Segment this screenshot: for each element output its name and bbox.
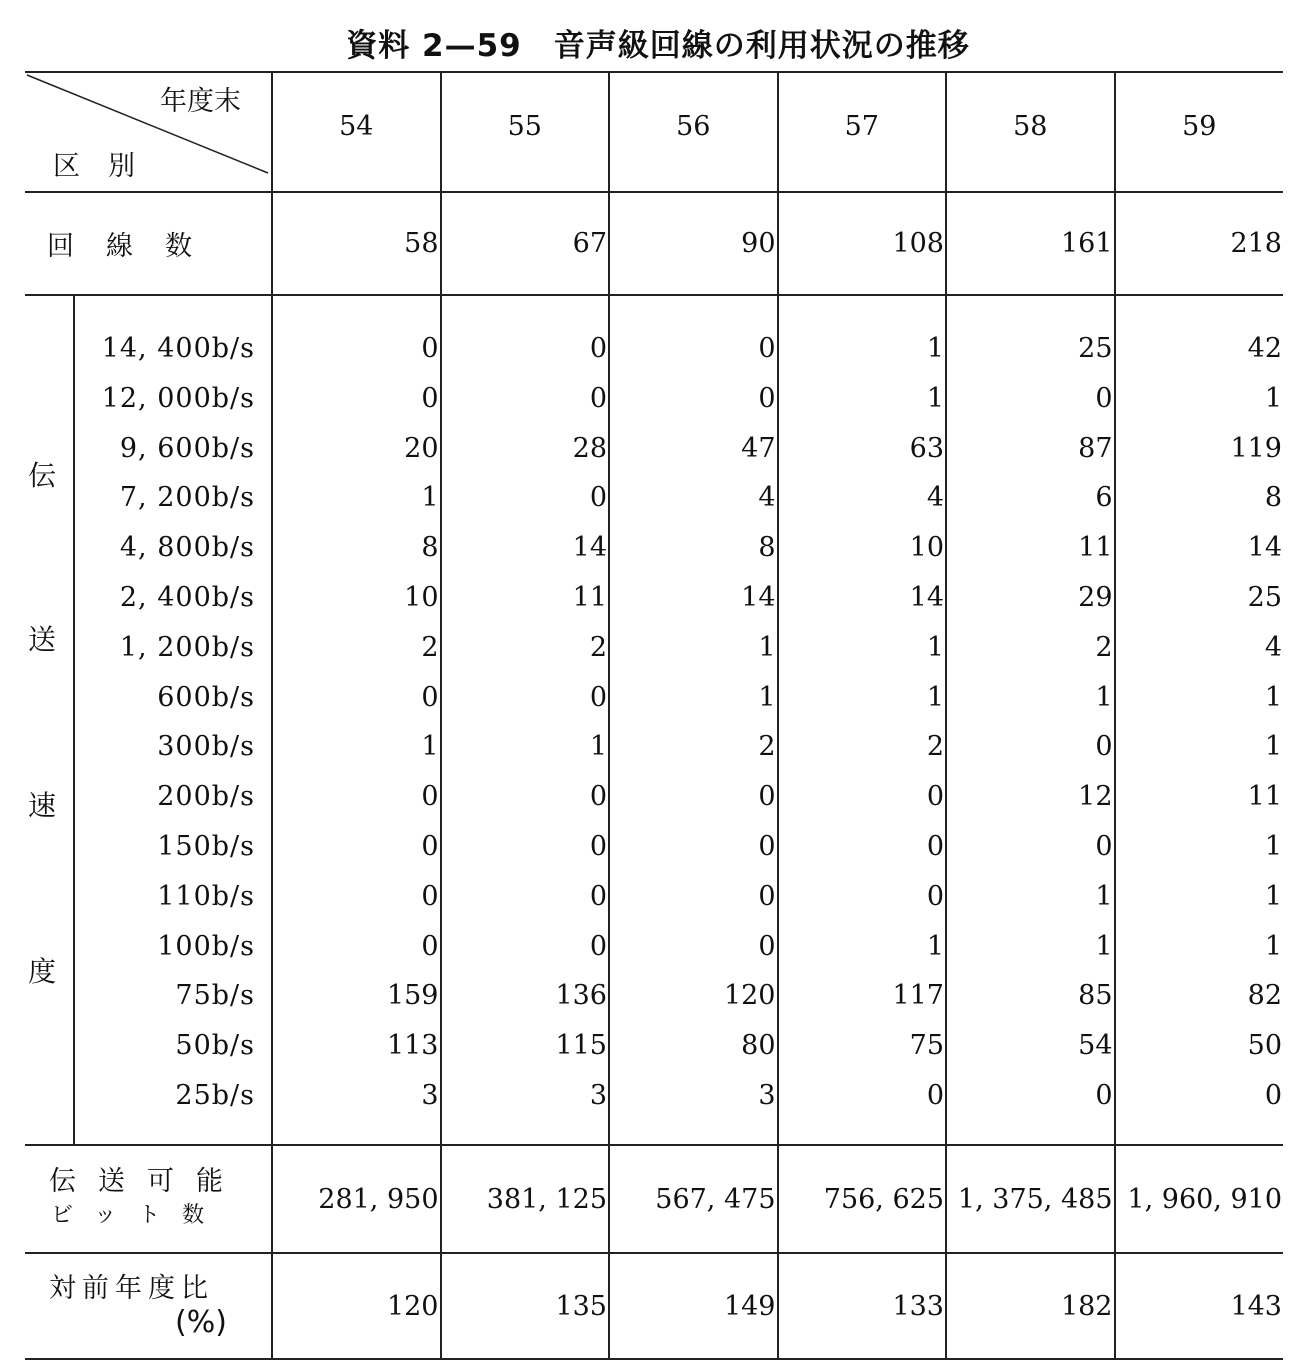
speed-value: 63 — [909, 432, 944, 464]
speed-value: 1 — [421, 482, 439, 514]
speed-value: 42 — [1247, 333, 1282, 364]
year-header: 56 — [609, 72, 778, 192]
speed-value: 1 — [926, 333, 944, 364]
speed-value: 14 — [572, 532, 607, 564]
speed-value: 0 — [926, 1079, 944, 1111]
capacity-value: 1, 960, 910 — [1115, 1145, 1284, 1253]
ratio-value: 149 — [609, 1253, 778, 1359]
speed-value: 0 — [421, 830, 439, 862]
speed-value: 0 — [758, 830, 776, 862]
speed-label: 110b/s — [157, 880, 255, 912]
speed-value: 113 — [386, 1030, 439, 1062]
speed-group-char: 伝 — [27, 459, 56, 492]
speed-value: 0 — [758, 880, 776, 912]
circuits-value: 161 — [946, 192, 1115, 295]
speed-value: 1 — [926, 382, 944, 414]
year-header: 54 — [272, 72, 441, 192]
capacity-value: 567, 475 — [609, 1145, 778, 1253]
capacity-value: 281, 950 — [272, 1145, 441, 1253]
speed-value: 11 — [572, 581, 607, 613]
speed-value: 1 — [1095, 930, 1113, 962]
speed-label: 2, 400b/s — [119, 581, 255, 613]
speed-value: 8 — [1264, 482, 1282, 514]
speed-value: 159 — [386, 980, 439, 1012]
circuit-usage-table — [25, 71, 1283, 1360]
speed-value: 1 — [1264, 880, 1282, 912]
speed-value: 1 — [1264, 830, 1282, 862]
speed-value: 0 — [589, 830, 607, 862]
capacity-value: 381, 125 — [441, 1145, 610, 1253]
speed-group-label — [25, 296, 75, 1144]
speed-value: 1 — [926, 631, 944, 663]
speed-value: 11 — [1078, 532, 1113, 564]
year-header: 55 — [441, 72, 610, 192]
capacity-row — [25, 1145, 1283, 1253]
speed-value: 0 — [589, 333, 607, 364]
speed-value: 0 — [589, 382, 607, 414]
corner-label-category: 区別 — [53, 151, 163, 182]
speed-value: 0 — [421, 382, 439, 414]
speed-value: 1 — [926, 681, 944, 713]
speed-value: 0 — [758, 781, 776, 813]
speed-value: 115 — [555, 1030, 607, 1062]
speed-label: 300b/s — [157, 731, 255, 763]
speed-value: 0 — [1095, 731, 1113, 763]
circuits-row — [25, 192, 1283, 295]
table-title: 資料 2—59 音声級回線の利用状況の推移 — [346, 28, 970, 64]
speed-values-col — [778, 295, 947, 1145]
speed-value: 29 — [1078, 581, 1113, 613]
speed-value: 0 — [421, 781, 439, 813]
ratio-value: 120 — [272, 1253, 441, 1359]
speed-value: 75 — [909, 1030, 944, 1062]
speed-label: 600b/s — [157, 681, 255, 713]
speed-value: 0 — [589, 681, 607, 713]
speed-group-char: 送 — [27, 623, 56, 656]
speed-value: 0 — [758, 382, 776, 414]
speed-label: 50b/s — [175, 1030, 255, 1062]
ratio-value: 143 — [1115, 1253, 1284, 1359]
speed-value: 2 — [1095, 631, 1113, 663]
speed-value: 3 — [758, 1079, 776, 1111]
ratio-label-line2: (%) — [175, 1305, 227, 1340]
speed-value: 28 — [572, 432, 607, 464]
speed-value: 10 — [404, 581, 439, 613]
corner-label-year-end: 年度末 — [160, 86, 241, 117]
speed-value: 0 — [1264, 1079, 1282, 1111]
capacity-label-line1: 伝送可能 — [49, 1166, 245, 1197]
speed-value: 0 — [758, 930, 776, 962]
year-header: 59 — [1115, 72, 1284, 192]
speed-value: 0 — [1095, 830, 1113, 862]
capacity-label-line2: ビット数 — [51, 1203, 227, 1228]
ratio-label-line1: 対前年度比 — [49, 1273, 214, 1304]
speed-values-col — [441, 295, 610, 1145]
speed-values-col — [946, 295, 1115, 1145]
speed-value: 4 — [1264, 631, 1282, 663]
speed-value: 80 — [741, 1030, 776, 1062]
speed-value: 6 — [1095, 482, 1113, 514]
speed-label: 7, 200b/s — [119, 482, 255, 514]
ratio-value: 133 — [778, 1253, 947, 1359]
speed-value: 0 — [1095, 382, 1113, 414]
speed-value: 14 — [909, 581, 944, 613]
speed-value: 1 — [758, 681, 776, 713]
speed-value: 12 — [1078, 781, 1113, 813]
speed-value: 1 — [1095, 681, 1113, 713]
speed-label: 14, 400b/s — [101, 333, 255, 364]
speed-value: 47 — [741, 432, 776, 464]
circuits-value: 58 — [272, 192, 441, 295]
speed-value: 0 — [589, 930, 607, 962]
speed-value: 1 — [758, 631, 776, 663]
circuits-label: 回線数 — [47, 231, 224, 262]
speed-value: 0 — [421, 681, 439, 713]
speed-value: 1 — [589, 731, 607, 763]
speed-value: 136 — [555, 980, 607, 1012]
speed-label-list — [72, 324, 271, 1121]
speed-section-row — [25, 295, 1283, 1145]
speed-value: 119 — [1230, 432, 1282, 464]
speed-value: 14 — [741, 581, 776, 613]
ratio-value: 135 — [441, 1253, 610, 1359]
speed-value: 0 — [926, 830, 944, 862]
speed-label-cell — [25, 295, 272, 1145]
circuits-value: 90 — [609, 192, 778, 295]
speed-value: 0 — [589, 781, 607, 813]
speed-values-col — [609, 295, 778, 1145]
speed-label: 9, 600b/s — [119, 432, 255, 464]
speed-value: 0 — [1095, 1079, 1113, 1111]
speed-value: 0 — [589, 880, 607, 912]
year-header: 58 — [946, 72, 1115, 192]
speed-value: 2 — [758, 731, 776, 763]
speed-value: 25 — [1247, 581, 1282, 613]
speed-value: 54 — [1078, 1030, 1113, 1062]
year-header: 57 — [778, 72, 947, 192]
capacity-label — [25, 1145, 272, 1253]
speed-value: 82 — [1247, 980, 1282, 1012]
speed-label: 4, 800b/s — [119, 532, 255, 564]
speed-label: 75b/s — [175, 980, 255, 1012]
ratio-row — [25, 1253, 1283, 1359]
speed-value: 1 — [926, 930, 944, 962]
ratio-value: 182 — [946, 1253, 1115, 1359]
speed-value: 0 — [926, 781, 944, 813]
circuits-value: 108 — [778, 192, 947, 295]
speed-values-col — [272, 295, 441, 1145]
ratio-label — [25, 1253, 272, 1359]
speed-value: 1 — [1264, 930, 1282, 962]
speed-value: 11 — [1247, 781, 1282, 813]
speed-value: 8 — [758, 532, 776, 564]
circuits-value: 67 — [441, 192, 610, 295]
speed-value: 25 — [1078, 333, 1113, 364]
speed-value: 1 — [1264, 731, 1282, 763]
speed-value: 20 — [404, 432, 439, 464]
speed-value: 4 — [758, 482, 776, 514]
speed-value: 1 — [1264, 382, 1282, 414]
speed-value: 0 — [421, 880, 439, 912]
speed-value: 120 — [723, 980, 776, 1012]
speed-value: 10 — [909, 532, 944, 564]
speed-value: 87 — [1078, 432, 1113, 464]
capacity-value: 1, 375, 485 — [946, 1145, 1115, 1253]
speed-label: 200b/s — [157, 781, 255, 813]
speed-value: 2 — [926, 731, 944, 763]
speed-group-char: 度 — [27, 955, 56, 988]
speed-label: 25b/s — [175, 1079, 255, 1111]
speed-label: 1, 200b/s — [119, 631, 255, 663]
speed-value: 0 — [758, 333, 776, 364]
speed-label: 150b/s — [157, 830, 255, 862]
circuits-value: 218 — [1115, 192, 1284, 295]
speed-value: 0 — [589, 482, 607, 514]
speed-value: 2 — [589, 631, 607, 663]
speed-value: 3 — [589, 1079, 607, 1111]
speed-value: 4 — [926, 482, 944, 514]
speed-value: 14 — [1247, 532, 1282, 564]
speed-value: 85 — [1078, 980, 1113, 1012]
speed-value: 0 — [421, 333, 439, 364]
header-row — [25, 72, 1283, 192]
speed-value: 1 — [1095, 880, 1113, 912]
speed-value: 117 — [892, 980, 944, 1012]
speed-group-char: 速 — [27, 789, 56, 822]
speed-value: 2 — [421, 631, 439, 663]
speed-label: 12, 000b/s — [101, 382, 255, 414]
speed-value: 1 — [421, 731, 439, 763]
speed-values-col — [1115, 295, 1284, 1145]
speed-value: 3 — [421, 1079, 439, 1111]
speed-value: 8 — [421, 532, 439, 564]
speed-value: 0 — [421, 930, 439, 962]
speed-value: 1 — [1264, 681, 1282, 713]
corner-header-cell — [25, 72, 272, 192]
speed-label: 100b/s — [157, 930, 255, 962]
capacity-value: 756, 625 — [778, 1145, 947, 1253]
speed-value: 0 — [926, 880, 944, 912]
speed-value: 50 — [1247, 1030, 1282, 1062]
